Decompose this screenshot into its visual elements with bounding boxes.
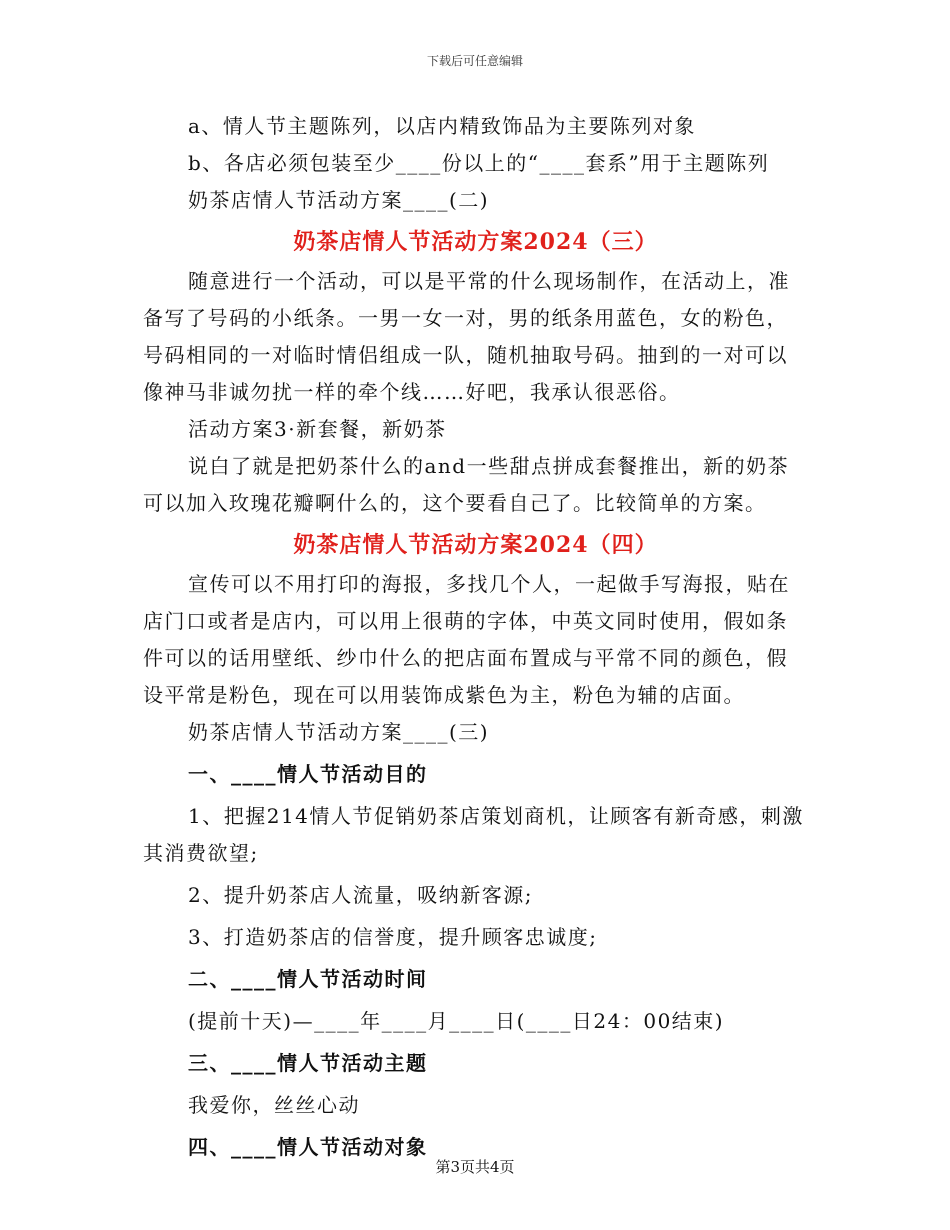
paragraph-goal-1: 1、把握214情人节促销奶茶店策划商机，让顾客有新奇感，刺激其消费欲望;	[143, 804, 804, 865]
subheading-theme: 三、____情人节活动主题	[188, 1051, 428, 1075]
subheading-time: 二、____情人节活动时间	[188, 967, 428, 991]
page-header: 下载后可任意编辑	[426, 54, 523, 68]
document-body	[143, 108, 808, 1166]
subheading-audience: 四、____情人节活动对象	[188, 1135, 428, 1159]
paragraph-plan-two-ref: 奶茶店情人节活动方案____(二)	[188, 188, 490, 212]
paragraph-plan3-title: 活动方案3·新套餐，新奶茶	[188, 417, 447, 441]
section-heading-four: 奶茶店情人节活动方案2024（四）	[293, 532, 658, 558]
paragraph-new-combo: 说白了就是把奶茶什么的and一些甜点拼成套餐推出，新的奶茶可以加入玫瑰花瓣啊什么的，这个要看自己了。比较简单的方案。	[143, 454, 790, 515]
paragraph-goal-3: 3、打造奶茶店的信誉度，提升顾客忠诚度;	[188, 925, 598, 949]
paragraph-plan-three-ref: 奶茶店情人节活动方案____(三)	[188, 720, 490, 744]
paragraph-goal-2: 2、提升奶茶店人流量，吸纳新客源;	[188, 883, 533, 907]
paragraph-packaging: b、各店必须包装至少____份以上的“____套系”用于主题陈列	[188, 151, 770, 175]
paragraph-theme-display: a、情人节主题陈列，以店内精致饰品为主要陈列对象	[188, 114, 696, 138]
paragraph-theme: 我爱你，丝丝心动	[188, 1093, 360, 1117]
page-footer: 第3页共4页	[435, 1158, 515, 1176]
subheading-goal: 一、____情人节活动目的	[188, 762, 428, 786]
paragraph-activity-pairing: 随意进行一个活动，可以是平常的什么现场制作，在活动上，准备写了号码的小纸条。一男一女一对，男的纸条用蓝色，女的粉色，号码相同的一对临时情侣组成一队，随机抽取号码。抽到的一对可以像神马非诚勿扰一样的牵个线……好吧，我承认很恶俗。	[143, 269, 790, 404]
paragraph-time: (提前十天)—____年____月____日(____日24：00结束)	[188, 1009, 725, 1033]
paragraph-posters: 宣传可以不用打印的海报，多找几个人，一起做手写海报，贴在店门口或者是店内，可以用上很萌的字体，中英文同时使用，假如条件可以的话用壁纸、纱巾什么的把店面布置成与平常不同的颜色，假设平常是粉色，现在可以用装饰成紫色为主，粉色为辅的店面。	[143, 572, 790, 707]
section-heading-three: 奶茶店情人节活动方案2024（三）	[293, 229, 658, 255]
